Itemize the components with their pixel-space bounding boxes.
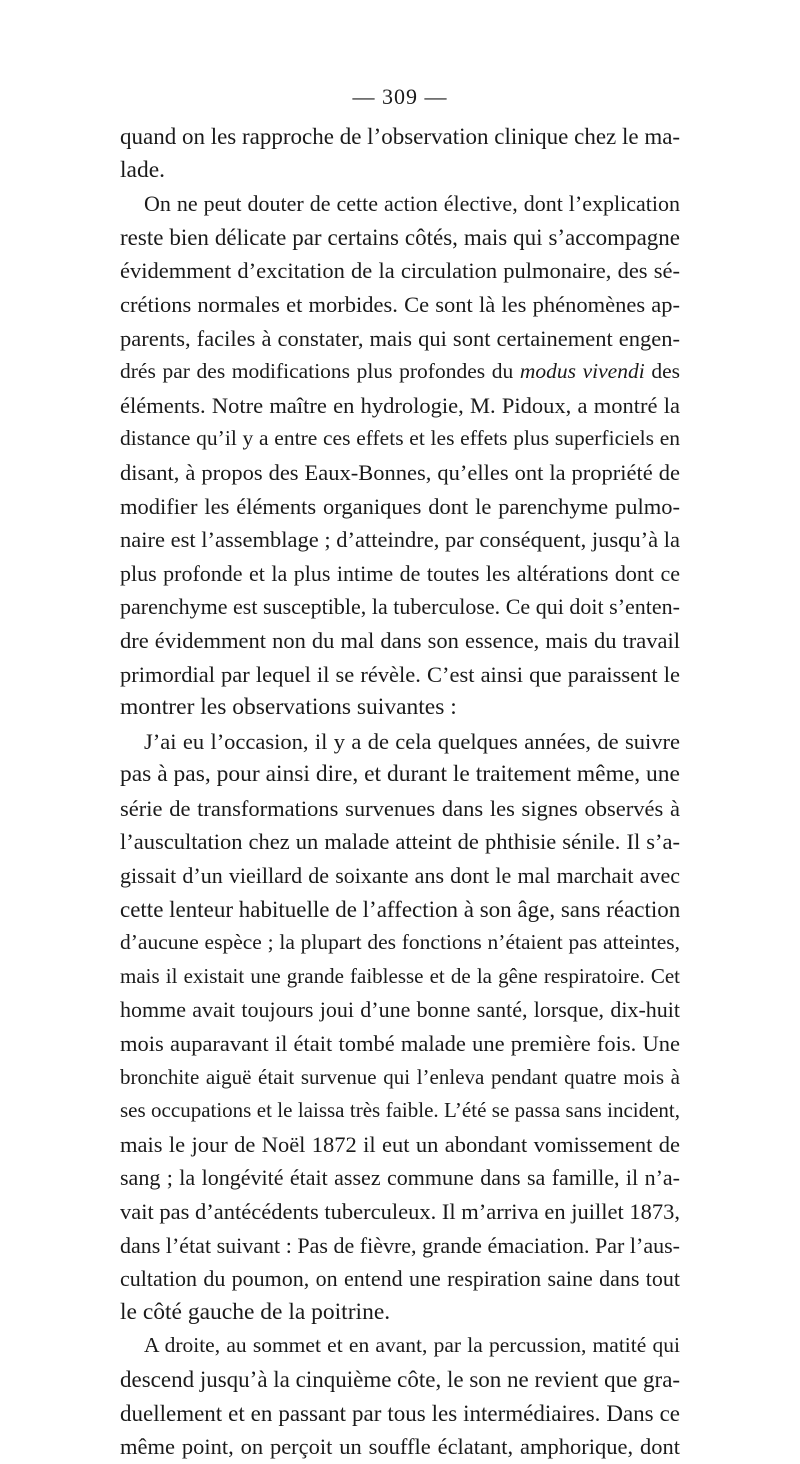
- text-line: homme avait toujours joui d’une bonne santé, lorsque, dix-huit: [120, 997, 680, 1023]
- text-line: le côté gauche de la poitrine.: [120, 1298, 391, 1325]
- text-line: d’aucune espèce ; la plupart des fonctions n’étaient pas atteintes,: [120, 930, 680, 955]
- text-line: éléments. Notre maître en hydrologie, M. Pidoux, a montré la: [120, 392, 680, 418]
- text-line: dre évidemment non du mal dans son essence, mais du travail: [120, 627, 680, 653]
- text-line: A droite, au sommet et en avant, par la percussion, matité qui: [144, 1333, 680, 1358]
- text-line: montrer les observations suivantes :: [120, 694, 457, 721]
- text-line: sang ; la longévité était assez commune dans sa famille, il n’a-: [120, 1165, 680, 1191]
- text-line: primordial par lequel il se révèle. C’est ainsi que paraissent le: [120, 661, 680, 687]
- body-text: [120, 120, 680, 1464]
- text-line: crétions normales et morbides. Ce sont là les phénomènes ap-: [120, 291, 680, 317]
- text-segment: des: [644, 359, 680, 384]
- text-line: parents, faciles à constater, mais qui sont certainement engen-: [120, 325, 680, 351]
- text-line: ses occupations et le laissa très faible. L’été se passa sans incident,: [120, 1098, 680, 1123]
- text-line: quand on les rapproche de l’observation clinique chez le ma-: [120, 124, 680, 149]
- text-line: parenchyme est susceptible, la tuberculose. Ce qui doit s’enten-: [120, 594, 680, 620]
- text-line: l’auscultation chez un malade atteint de phthisie sénile. Il s’a-: [120, 829, 680, 855]
- text-line: J’ai eu l’occasion, il y a de cela quelques années, de suivre: [144, 728, 680, 754]
- text-line: [120, 355, 680, 389]
- text-line: gissait d’un vieillard de soixante ans dont le mal marchait avec: [120, 863, 680, 889]
- text-line: duellement et en passant par tous les intermédiaires. Dans ce: [120, 1400, 680, 1426]
- page-number: — 309 —: [352, 84, 448, 109]
- text-line: mais il existait une grande faiblesse et de la gêne respiratoire. Cet: [120, 963, 680, 988]
- text-line: évidemment d’excitation de la circulation pulmonaire, des sé-: [120, 258, 680, 284]
- text-line: descend jusqu’à la cinquième côte, le son ne revient que gra-: [120, 1366, 680, 1392]
- text-line: disant, à propos des Eaux-Bonnes, qu’elles ont la propriété de: [120, 459, 680, 485]
- text-line: lade.: [120, 156, 166, 183]
- text-line: vait pas d’antécédents tuberculeux. Il m’arriva en juillet 1873,: [120, 1199, 680, 1224]
- text-line: reste bien délicate par certains côtés, mais qui s’accompagne: [120, 224, 680, 250]
- text-line: mois auparavant il était tombé malade une première fois. Une: [120, 1031, 680, 1057]
- text-line: bronchite aiguë était survenue qui l’enleva pendant quatre mois à: [120, 1064, 680, 1089]
- text-line: même point, on perçoit un souffle éclatant, amphorique, dont: [120, 1434, 680, 1460]
- text-segment: drés par des modifications plus profondes du: [120, 359, 520, 384]
- text-line: modifier les éléments organiques dont le parenchyme pulmo-: [120, 493, 680, 519]
- italic-phrase: modus vivendi: [519, 359, 645, 384]
- text-line: cette lenteur habituelle de l’affection à son âge, sans réaction: [120, 896, 680, 922]
- text-line: naire est l’assemblage ; d’atteindre, par conséquent, jusqu’à la: [120, 527, 680, 553]
- text-line: dans l’état suivant : Pas de fièvre, grande émaciation. Par l’aus-: [120, 1232, 680, 1258]
- text-line: plus profonde et la plus intime de toutes les altérations dont ce: [120, 560, 680, 586]
- text-line: cultation du poumon, on entend une respiration saine dans tout: [120, 1266, 680, 1292]
- text-line: mais le jour de Noël 1872 il eut un abondant vomissement de: [120, 1131, 680, 1157]
- text-line: On ne peut douter de cette action élective, dont l’explication: [144, 191, 680, 217]
- text-line: pas à pas, pour ainsi dire, et durant le traitement même, une: [120, 761, 680, 788]
- text-line: série de transformations survenues dans les signes observés à: [120, 795, 680, 821]
- text-line: distance qu’il y a entre ces effets et les effets plus superficiels en: [120, 426, 680, 451]
